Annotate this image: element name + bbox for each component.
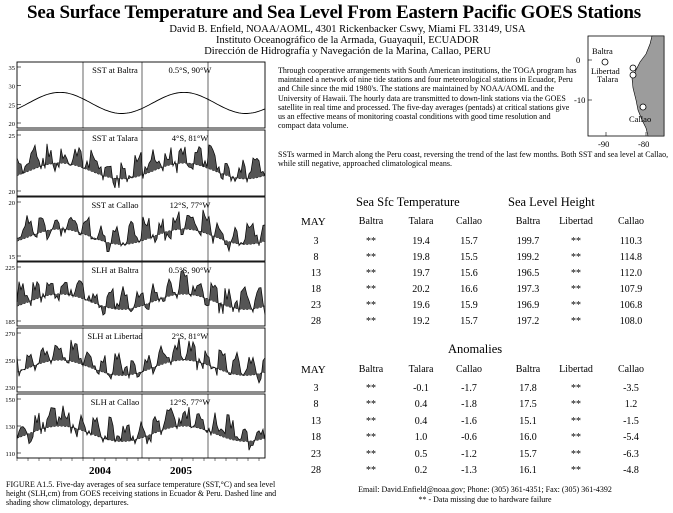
anomalies-cell: -1.3: [461, 465, 477, 476]
anomalies-cell: 17.8: [519, 383, 537, 394]
anomalies-cell: **: [571, 415, 581, 427]
observed-cell: 199.2: [516, 252, 540, 263]
observed-col-header: MAY: [301, 216, 326, 228]
map-ytick-minus10: -10: [574, 95, 586, 105]
anomalies-cell: 18: [311, 432, 321, 444]
anomalies-cell: 16.1: [519, 465, 537, 476]
observed-cell: **: [571, 284, 581, 295]
anomalies-cell: 0.4: [414, 399, 428, 411]
panel-label: SLH at Baltra: [91, 265, 139, 275]
panel-ytick: 20: [8, 200, 15, 207]
panel-ytick: 130: [5, 424, 15, 431]
figure-caption: FIGURE A1.5. Five-day averages of sea surface temperature (SST,°C) and sea level height (SLH,cm) from GOES receiving stations in Ecuador & Peru. Dashed line and shading show climatology, departures.: [6, 480, 277, 507]
observed-cell: 19.7: [412, 268, 430, 279]
panel-ytick: 20: [8, 121, 15, 128]
anomalies-col-header: Baltra: [358, 364, 384, 375]
map-label-libertad: Libertad: [591, 66, 620, 76]
institution-line-ecuador: Instituto Oceanográfico de la Armada, Guayaquil, ECUADOR: [215, 35, 479, 46]
anomalies-cell: -0.1: [413, 383, 429, 394]
observed-cell: **: [571, 268, 581, 279]
anomalies-cell: **: [571, 383, 581, 394]
anomalies-cell: **: [571, 465, 581, 476]
observed-col-header: Callao: [455, 216, 483, 227]
anomalies-cell: 0.5: [414, 448, 428, 460]
anomalies-cell: 16.0: [519, 432, 537, 444]
anomalies-cell: 8: [313, 399, 319, 411]
map-xtick-minus80: -80: [638, 139, 650, 149]
panel-ytick: 20: [8, 189, 15, 196]
observed-cell: 15.7: [460, 236, 478, 247]
anomalies-cell: **: [571, 399, 581, 411]
observed-cell: 19.8: [412, 252, 430, 263]
panel-coords: 2°S, 81°W: [171, 331, 209, 341]
year-label-2004: 2004: [89, 465, 111, 477]
panel-ytick: 15: [8, 254, 15, 261]
panel-ytick: 230: [5, 385, 15, 392]
observed-cell: **: [571, 252, 581, 263]
observed-cell: 15.7: [460, 316, 478, 327]
anomalies-cell: **: [366, 399, 376, 411]
panel-label: SST at Baltra: [92, 65, 138, 75]
panel-coords: 0.5°S, 90°W: [168, 265, 212, 275]
time-series-panels: [0, 0, 275, 480]
anomalies-cell: -1.2: [461, 448, 477, 460]
panel-ytick: 110: [5, 451, 15, 458]
observed-cell: 19.4: [412, 236, 430, 247]
anomalies-cell: -1.8: [461, 399, 477, 411]
observed-cell: 3: [313, 236, 319, 247]
observed-col-header: Baltra: [515, 216, 541, 227]
station-map: [576, 30, 668, 160]
contact-line: Email: David.Enfield@noaa.gov; Phone: (305) 361-4351; Fax: (305) 361-4392: [358, 485, 612, 494]
map-ytick-0: 0: [576, 55, 581, 65]
observed-cell: 23: [311, 300, 321, 311]
station-libertad-marker: [630, 65, 636, 71]
anomalies-cell: 0.2: [414, 465, 428, 476]
observed-cell: 112.0: [619, 268, 643, 279]
station-talara-marker: [630, 72, 636, 78]
observed-cell: 13: [311, 268, 321, 279]
sst-group-header: Sea Sfc Temperature: [356, 195, 460, 209]
anomalies-cell: 17.5: [519, 399, 537, 411]
institution-line-peru: Dirección de Hidrografía y Navegación de la Marina, Callao, PERU: [204, 46, 491, 57]
observed-cell: 106.8: [619, 300, 643, 311]
panel-coords: 0.5°S, 90°W: [168, 65, 212, 75]
slh-group-header: Sea Level Height: [508, 195, 595, 209]
observed-col-header: Callao: [617, 216, 645, 227]
observed-cell: 197.3: [516, 284, 540, 295]
panel-ytick: 150: [5, 397, 15, 404]
observed-cell: 196.5: [516, 268, 540, 279]
observed-cell: **: [366, 236, 376, 247]
observed-cell: 108.0: [619, 316, 643, 327]
observed-cell: 18: [311, 284, 321, 295]
observed-cell: 199.7: [516, 236, 540, 247]
panel-label: SLH at Callao: [90, 397, 140, 407]
map-label-baltra: Baltra: [592, 46, 613, 56]
anomalies-cell: -4.8: [623, 465, 639, 476]
observed-col-header: Baltra: [358, 216, 384, 227]
anomalies-cell: 15.7: [519, 448, 537, 460]
anomalies-cell: -1.7: [461, 383, 477, 394]
observed-cell: **: [366, 252, 376, 263]
observed-cell: 28: [311, 316, 321, 327]
observed-col-header: Libertad: [559, 216, 593, 227]
panel-coords: 12°S, 77°W: [169, 200, 211, 210]
panel-label: SST at Talara: [92, 133, 138, 143]
anomalies-col-header: Callao: [455, 364, 483, 375]
anomalies-cell: -0.6: [461, 432, 477, 444]
panel-ytick: 270: [5, 331, 15, 338]
observed-cell: 19.2: [412, 316, 430, 327]
observed-cell: **: [571, 300, 581, 311]
anomalies-cell: 15.1: [519, 415, 537, 427]
observed-cell: **: [366, 268, 376, 279]
panel-ytick: 35: [8, 65, 15, 72]
anomalies-col-header: Talara: [408, 364, 434, 375]
observed-cell: **: [366, 300, 376, 311]
panel-label: SST at Callao: [91, 200, 139, 210]
page-title: Sea Surface Temperature and Sea Level From Eastern Pacific GOES Stations: [27, 2, 641, 23]
map-xtick-minus90: -90: [598, 139, 610, 149]
panel-coords: 4°S, 81°W: [171, 133, 209, 143]
missing-data-note: ** - Data missing due to hardware failure: [418, 495, 552, 504]
observed-cell: 197.2: [516, 316, 540, 327]
anomalies-title: Anomalies: [448, 342, 503, 356]
anomalies-cell: **: [366, 448, 376, 460]
observed-cell: 16.6: [460, 284, 478, 295]
panel-label: SLH at Libertad: [87, 331, 143, 341]
observed-cell: 15.5: [460, 252, 478, 263]
panel-ytick: 225: [5, 265, 15, 272]
observed-cell: 8: [313, 252, 319, 263]
panel-ytick: 25: [8, 133, 15, 140]
anomalies-cell: 23: [311, 448, 321, 460]
panel-ytick: 30: [8, 83, 15, 91]
observed-cell: 19.6: [412, 300, 430, 311]
intro-paragraph: Through cooperative arrangements with South American institutions, the TOGA program has maintained a network of nine tide stations and four meteorological stations in Ecuador, Peru and Chile since the mid 1980's. The stations are maintained by NOAA/AOML and the University of Hawaii. The hourly data are transmitted to down-link stations via the GOES satellite in real time and processed. The five-day averages (pentads) at critical stations give us an effective means of monitoring coastal conditions with good time resolution and compact data volume.: [278, 66, 577, 131]
anomalies-cell: 3: [313, 383, 319, 394]
anomalies-cell: **: [366, 415, 376, 427]
observed-cell: **: [366, 284, 376, 295]
observed-cell: 107.9: [619, 284, 643, 295]
observed-cell: 110.3: [619, 236, 643, 247]
anomalies-cell: 13: [311, 415, 321, 427]
anomalies-col-header: Baltra: [515, 364, 541, 375]
summary-note: SSTs warmed in March along the Peru coast, reversing the trend of the last few months. Both SST and sea level at Callao, while still negative, approached climatological means.: [278, 150, 669, 169]
panel-ytick: 250: [5, 358, 15, 365]
observed-cell: **: [571, 316, 581, 327]
year-label-2005: 2005: [170, 465, 192, 477]
anomalies-cell: 0.4: [414, 415, 428, 427]
author-line: David B. Enfield, NOAA/AOML, 4301 Rickenbacker Cswy, Miami FL 33149, USA: [169, 24, 526, 35]
anomalies-cell: -3.5: [623, 383, 639, 394]
anomalies-col-header: Callao: [617, 364, 645, 375]
anomalies-cell: -6.3: [623, 448, 639, 460]
anomalies-cell: **: [571, 432, 581, 444]
observed-cell: **: [366, 316, 376, 327]
anomalies-cell: 1.0: [414, 432, 428, 444]
station-callao-marker: [640, 104, 646, 110]
anomalies-cell: **: [366, 383, 376, 394]
observed-cell: 20.2: [412, 284, 430, 295]
observed-cell: 15.6: [460, 268, 478, 279]
anomalies-cell: -1.5: [623, 415, 639, 427]
anomalies-cell: 1.2: [624, 399, 638, 411]
observed-col-header: Talara: [408, 216, 434, 227]
panel-ytick: 185: [5, 319, 15, 326]
observed-cell: 196.9: [516, 300, 540, 311]
map-label-callao: Callao: [629, 114, 652, 124]
anomalies-cell: -5.4: [623, 432, 639, 444]
observed-cell: 15.9: [460, 300, 478, 311]
anomalies-cell: -1.6: [461, 415, 477, 427]
anomalies-cell: 28: [311, 465, 321, 476]
anomalies-cell: **: [571, 448, 581, 460]
anomalies-col-header: Libertad: [559, 364, 593, 375]
panel-ytick: 25: [8, 102, 15, 110]
anomalies-cell: **: [366, 465, 376, 476]
map-label-talara: Talara: [597, 74, 619, 84]
observed-cell: 114.8: [619, 252, 643, 263]
observed-cell: **: [571, 236, 581, 247]
panel-coords: 12°S, 77°W: [169, 397, 211, 407]
anomalies-col-header: MAY: [301, 364, 326, 376]
anomalies-cell: **: [366, 432, 376, 444]
station-baltra-marker: [602, 59, 608, 65]
